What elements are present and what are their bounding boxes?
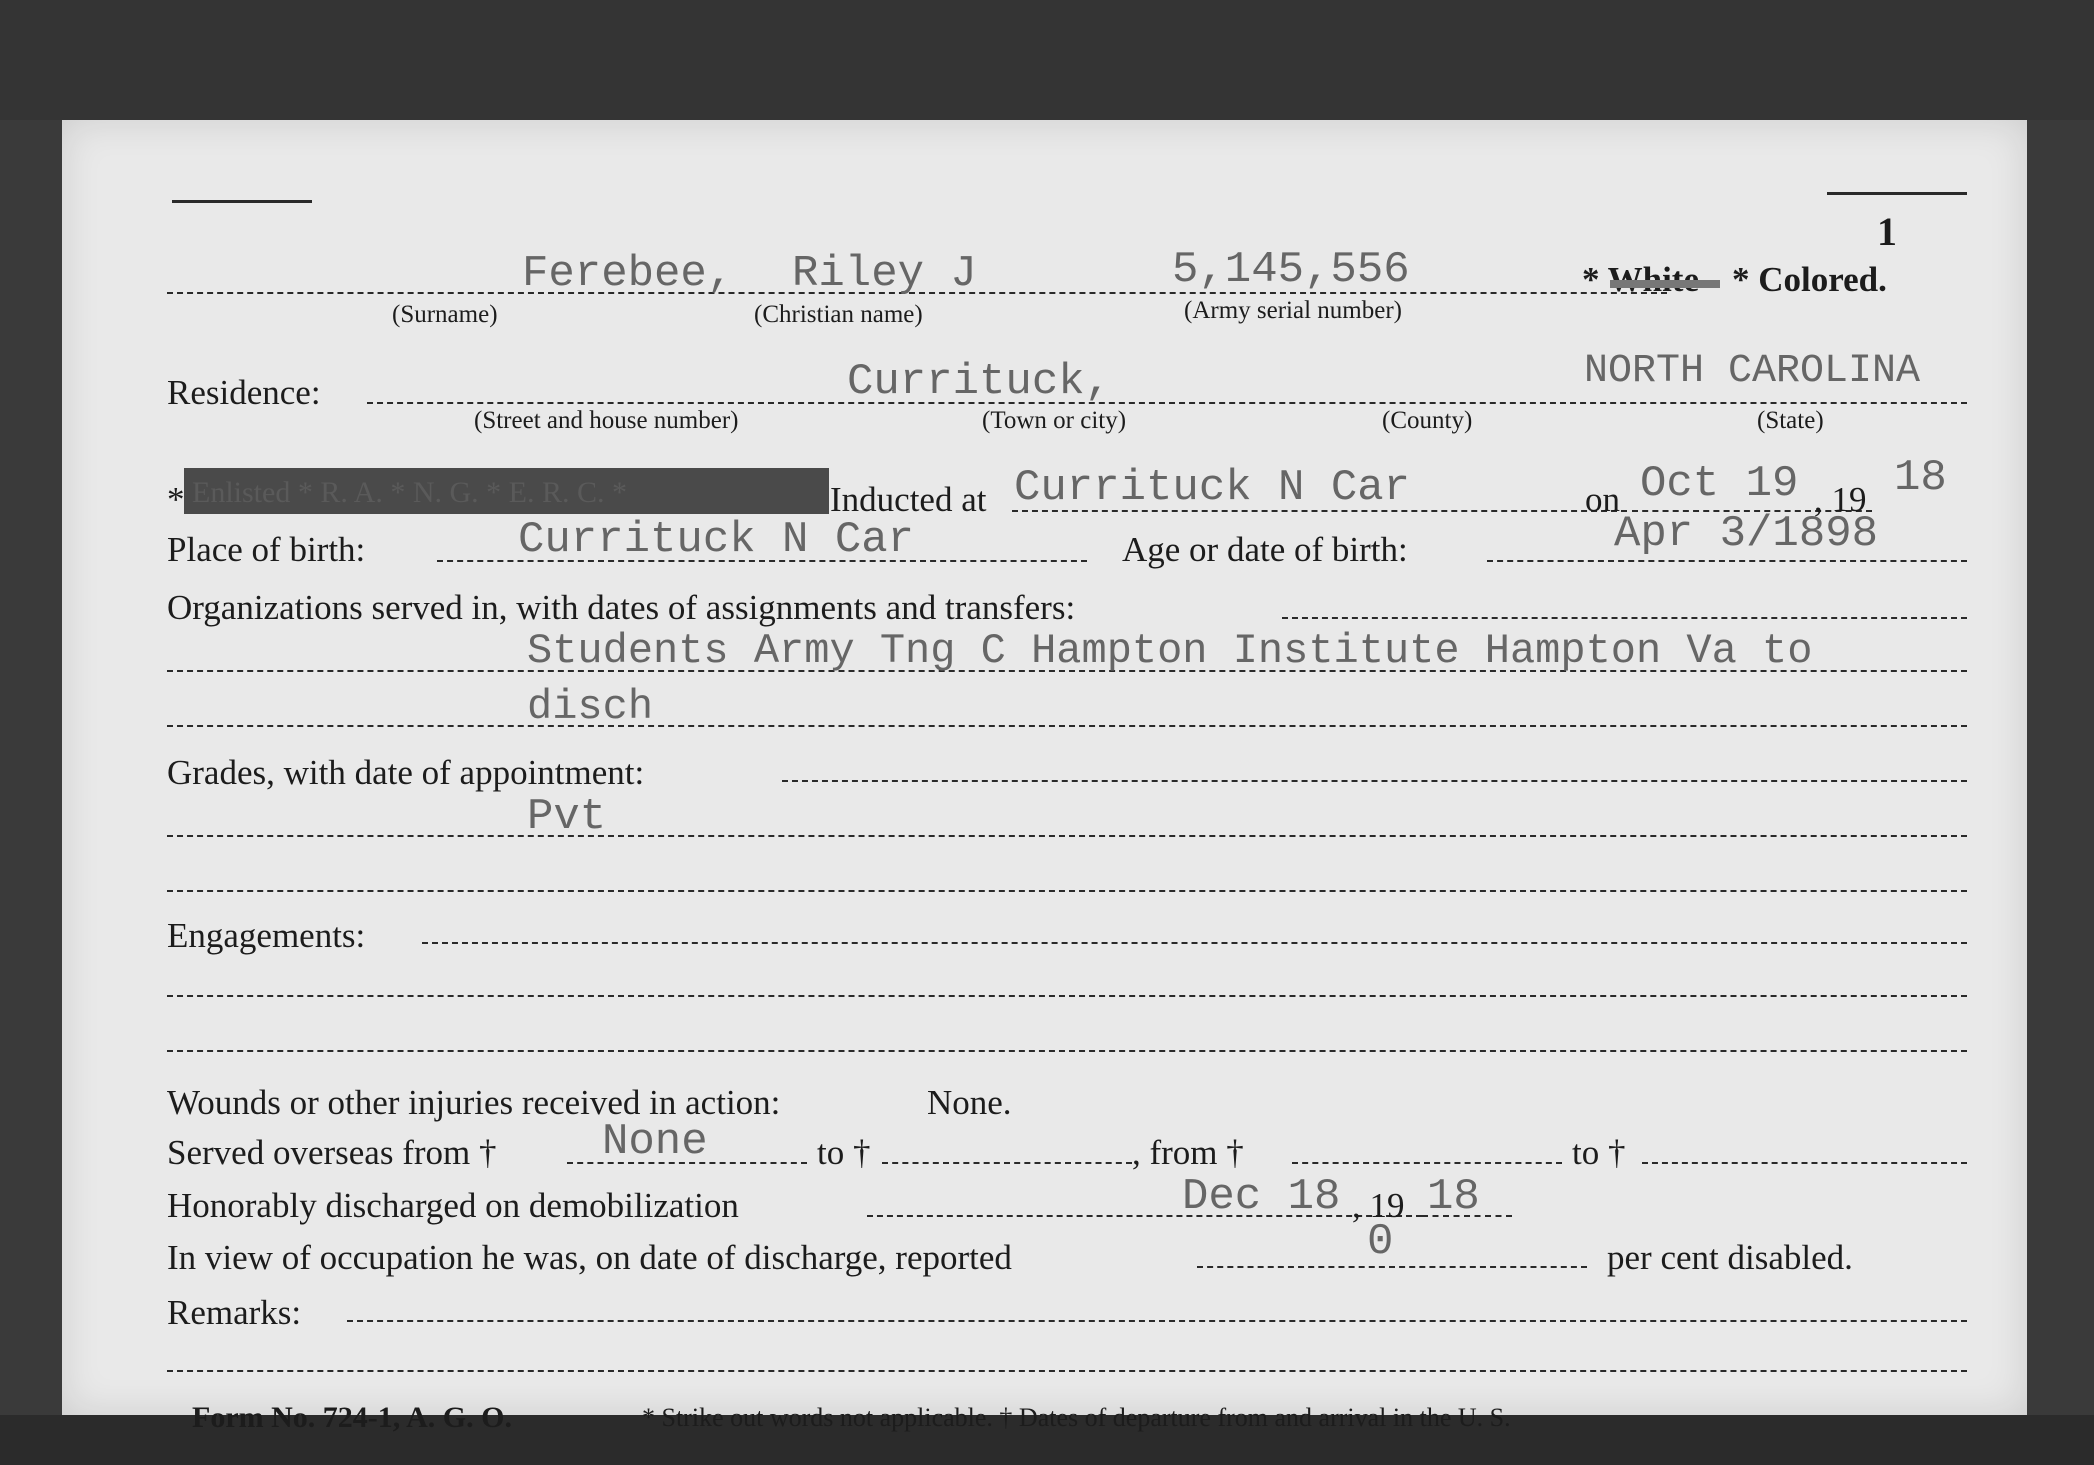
remarks-line-1 bbox=[167, 1370, 1967, 1372]
induction-year-prefix: , 19 bbox=[1814, 480, 1867, 519]
surname-value: Ferebee, bbox=[522, 249, 734, 299]
induction-place: Currituck N Car bbox=[1014, 463, 1411, 513]
overseas-to2-line bbox=[1642, 1162, 1967, 1164]
residence-line bbox=[367, 402, 1967, 404]
enlisted-options-struck: Enlisted * R. A. * N. G. * E. R. C. * bbox=[192, 476, 628, 509]
disability-suffix: per cent disabled. bbox=[1607, 1238, 1853, 1277]
discharge-year-prefix: , 19 bbox=[1352, 1186, 1405, 1225]
overseas-from2-label: , from † bbox=[1132, 1133, 1244, 1172]
street-caption: (Street and house number) bbox=[474, 407, 739, 434]
background-top bbox=[0, 0, 2094, 120]
inducted-label: Inducted at bbox=[830, 480, 987, 519]
corner-rule-right bbox=[1827, 192, 1967, 195]
card-number: 1 bbox=[1877, 209, 1897, 254]
induction-on-label: on bbox=[1585, 480, 1620, 519]
form-number: Form No. 724-1, A. G. O. bbox=[192, 1401, 512, 1434]
grades-label: Grades, with date of appointment: bbox=[167, 753, 645, 792]
grades-line-1 bbox=[167, 835, 1967, 837]
town-caption: (Town or city) bbox=[982, 407, 1127, 434]
christian-name-caption: (Christian name) bbox=[754, 301, 923, 328]
age-label: Age or date of birth: bbox=[1122, 530, 1408, 569]
wounds-value: None. bbox=[927, 1083, 1012, 1122]
discharge-date: Dec 18 bbox=[1182, 1172, 1341, 1222]
residence-town: Currituck, bbox=[847, 357, 1112, 407]
race-colored: * Colored. bbox=[1732, 260, 1887, 299]
discharge-year: 18 bbox=[1427, 1172, 1480, 1222]
organizations-label: Organizations served in, with dates of assignments and transfers: bbox=[167, 588, 1076, 627]
age-line bbox=[1487, 560, 1967, 562]
overseas-from-value: None bbox=[602, 1117, 708, 1167]
corner-rule-left bbox=[172, 200, 312, 203]
organizations-value-2: disch bbox=[527, 683, 654, 731]
engagements-line-0 bbox=[422, 942, 1967, 944]
remarks-line-0 bbox=[347, 1320, 1967, 1322]
christian-name-value: Riley J bbox=[792, 249, 977, 299]
overseas-to2-label: to † bbox=[1572, 1133, 1626, 1172]
organizations-value-1: Students Army Tng C Hampton Institute Hampton Va to bbox=[527, 627, 1813, 675]
race-white: * White bbox=[1582, 260, 1699, 299]
wounds-label: Wounds or other injuries received in action: bbox=[167, 1083, 781, 1122]
induction-year: 18 bbox=[1894, 453, 1947, 503]
remarks-label: Remarks: bbox=[167, 1293, 302, 1332]
date-of-birth-value: Apr 3/1898 bbox=[1614, 509, 1879, 559]
surname-caption: (Surname) bbox=[392, 301, 498, 328]
engagements-line-1 bbox=[167, 995, 1967, 997]
overseas-to-label: to † bbox=[817, 1133, 871, 1172]
grades-value: Pvt bbox=[527, 792, 607, 842]
discharge-label: Honorably discharged on demobilization bbox=[167, 1186, 739, 1225]
grades-line-0 bbox=[782, 780, 1967, 782]
footnote: * Strike out words not applicable. † Dates of departure from and arrival in the U. S. bbox=[642, 1403, 1511, 1432]
serial-number-caption: (Army serial number) bbox=[1184, 297, 1402, 324]
organizations-line-0 bbox=[1282, 617, 1967, 619]
place-of-birth-label: Place of birth: bbox=[167, 530, 366, 569]
engagements-line-2 bbox=[167, 1050, 1967, 1052]
disability-value: 0 bbox=[1367, 1217, 1394, 1267]
place-of-birth-value: Currituck N Car bbox=[518, 515, 915, 565]
overseas-from2-line bbox=[1292, 1162, 1562, 1164]
engagements-label: Engagements: bbox=[167, 916, 366, 955]
organizations-line-2 bbox=[167, 725, 1967, 727]
serial-number-value: 5,145,556 bbox=[1172, 245, 1410, 295]
race-white-strike bbox=[1610, 280, 1720, 288]
state-caption: (State) bbox=[1757, 407, 1824, 434]
disability-label: In view of occupation he was, on date of discharge, reported bbox=[167, 1238, 1012, 1277]
residence-state: NORTH CAROLINA bbox=[1584, 349, 1921, 394]
overseas-to-line bbox=[882, 1162, 1132, 1164]
induction-date: Oct 19 bbox=[1640, 459, 1799, 509]
induction-prefix: * bbox=[167, 480, 185, 519]
residence-label: Residence: bbox=[167, 373, 321, 412]
grades-line-2 bbox=[167, 890, 1967, 892]
county-caption: (County) bbox=[1382, 407, 1473, 434]
overseas-label: Served overseas from † bbox=[167, 1133, 497, 1172]
service-record-card bbox=[62, 120, 2027, 1434]
